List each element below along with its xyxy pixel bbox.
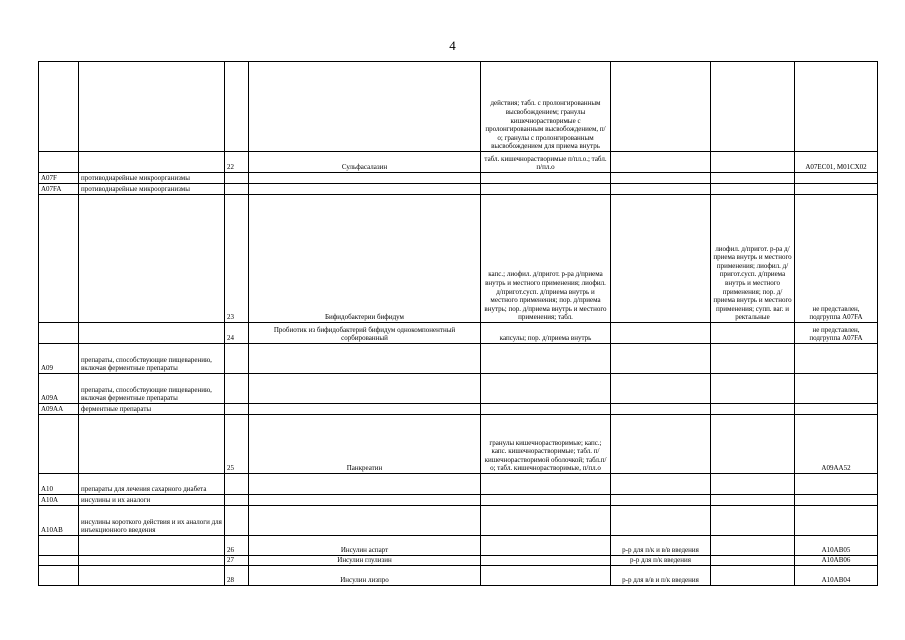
dosage-forms-additional [711,152,795,173]
drug-name: Инсулин лизпро [249,566,481,586]
dosage-forms-extra [611,474,711,495]
atc-code [795,506,878,536]
dosage-forms-additional [711,415,795,474]
dosage-forms-extra [611,323,711,344]
dosage-forms [481,566,611,586]
row-number: 24 [225,323,249,344]
atc-group-code [39,566,79,586]
row-number [225,404,249,415]
dosage-forms-additional [711,184,795,195]
atc-group-name: ферментные препараты [79,404,225,415]
dosage-forms-additional [711,506,795,536]
dosage-forms-extra [611,506,711,536]
drug-name [249,344,481,374]
page-number: 4 [449,38,456,53]
dosage-forms [481,344,611,374]
row-number: 28 [225,566,249,586]
atc-group-code [39,195,79,323]
row-number [225,474,249,495]
dosage-forms: капс.; лиофил. д/пригот. р-ра д/приема внутрь и местного применения; лиофил. д/пригот.сусп. д/приема внутрь и местного применения; пор. д/приема внутрь; пор. д/приема внутрь и местного применения; табл. [481,195,611,323]
dosage-forms [481,173,611,184]
dosage-forms-extra: р-р для п/к введения [611,556,711,566]
table-row [39,415,878,474]
table-row [39,323,878,344]
dosage-forms: капсулы; пор. д/приема внутрь [481,323,611,344]
dosage-forms: табл. кишечнорастворимые п/пл.о.; табл. п/пл.о [481,152,611,173]
drug-name [249,173,481,184]
dosage-forms-extra: р-р для в/в и п/к введения [611,566,711,586]
dosage-forms [481,506,611,536]
drug-name [249,474,481,495]
atc-code [795,184,878,195]
drug-name [249,184,481,195]
row-number: 25 [225,415,249,474]
atc-group-name: препараты, способствующие пищеварению, включая ферментные препараты [79,374,225,404]
atc-group-code [39,152,79,173]
drug-name: Инсулин аспарт [249,536,481,556]
dosage-forms-extra [611,495,711,506]
dosage-forms-extra [611,404,711,415]
row-number [225,506,249,536]
row-number [225,374,249,404]
atc-group-name: инсулины короткого действия и их аналоги для инъекционного введения [79,506,225,536]
table-row [39,474,878,495]
dosage-forms-additional [711,173,795,184]
drug-name: Панкреатин [249,415,481,474]
row-number [225,495,249,506]
atc-group-name: препараты, способствующие пищеварению, включая ферментные препараты [79,344,225,374]
dosage-forms-additional [711,323,795,344]
dosage-forms: действия; табл. с пролонгированным высвобождением; гранулы кишечнорастворимые с пролонгированным высвобождением, п/о; гранулы с пролонгированным высвобождением для приема внутрь [481,62,611,152]
dosage-forms-additional [711,374,795,404]
table-row [39,374,878,404]
dosage-forms-extra [611,195,711,323]
dosage-forms [481,495,611,506]
atc-group-code [39,415,79,474]
atc-group-code: А07F [39,173,79,184]
atc-code: А10АВ04 [795,566,878,586]
atc-group-code [39,62,79,152]
drug-name [249,404,481,415]
dosage-forms-additional [711,495,795,506]
drug-name: Инсулин глулизин [249,556,481,566]
drug-name [249,62,481,152]
table-row [39,173,878,184]
dosage-forms-additional [711,556,795,566]
atc-group-name: инсулины и их аналоги [79,495,225,506]
dosage-forms-additional [711,474,795,495]
atc-code: А07ЕС01, М01СХ02 [795,152,878,173]
dosage-forms [481,184,611,195]
atc-code: А10АВ05 [795,536,878,556]
table-row [39,495,878,506]
atc-group-code: А10А [39,495,79,506]
dosage-forms-additional [711,344,795,374]
atc-group-code: А10 [39,474,79,495]
atc-code: не представлен, подгруппа А07FA [795,323,878,344]
atc-group-name [79,62,225,152]
drug-name: Сульфасалазин [249,152,481,173]
atc-group-code: А09А [39,374,79,404]
dosage-forms [481,536,611,556]
dosage-forms-extra [611,184,711,195]
dosage-forms-extra [611,344,711,374]
atc-group-name [79,566,225,586]
atc-code [795,344,878,374]
atc-code: не представлен, подгруппа А07FA [795,195,878,323]
row-number: 27 [225,556,249,566]
dosage-forms-extra [611,62,711,152]
dosage-forms-extra [611,415,711,474]
table-row [39,566,878,586]
atc-group-code [39,536,79,556]
dosage-forms-extra: р-р для п/к и в/в введения [611,536,711,556]
dosage-forms-additional [711,404,795,415]
atc-group-name: противодиарейные микроорганизмы [79,173,225,184]
table-row [39,556,878,566]
atc-code [795,495,878,506]
table-row [39,62,878,152]
table-row [39,184,878,195]
row-number [225,173,249,184]
row-number [225,184,249,195]
dosage-forms-additional [711,536,795,556]
atc-group-name [79,536,225,556]
atc-group-code [39,323,79,344]
table-row [39,536,878,556]
atc-group-name [79,556,225,566]
atc-code [795,404,878,415]
drug-name [249,495,481,506]
atc-group-name: противодиарейные микроорганизмы [79,184,225,195]
row-number: 26 [225,536,249,556]
drug-table [38,61,878,586]
atc-group-code: А10АВ [39,506,79,536]
drug-name: Пробиотик из бифидобактерий бифидум однокомпонентный сорбированный [249,323,481,344]
table-row [39,404,878,415]
atc-group-name [79,415,225,474]
dosage-forms [481,474,611,495]
dosage-forms-additional: лиофил. д/пригот. р-ра д/приема внутрь и местного применения; лиофил. д/пригот.сусп. д/приема внутрь и местного применения; пор. д/приема внутрь и местного применения; супп. ваг. и ректальные [711,195,795,323]
atc-code [795,173,878,184]
dosage-forms-extra [611,374,711,404]
dosage-forms-extra [611,173,711,184]
dosage-forms-additional [711,566,795,586]
atc-group-name [79,195,225,323]
dosage-forms-extra [611,152,711,173]
atc-group-code: А09 [39,344,79,374]
atc-group-name [79,152,225,173]
atc-code: А09АА52 [795,415,878,474]
dosage-forms-additional [711,62,795,152]
row-number [225,344,249,374]
drug-name: Бифидобактерии бифидум [249,195,481,323]
table-row [39,152,878,173]
dosage-forms [481,374,611,404]
atc-group-code [39,556,79,566]
drug-name [249,506,481,536]
atc-group-code: А09АА [39,404,79,415]
table-row [39,344,878,374]
dosage-forms: гранулы кишечнорастворимые; капс.; капс. кишечнорастворимые; табл. п/кишечнорастворимой оболочкой; табл.п/о; табл. кишечнорастворимые, п/пл.о [481,415,611,474]
table-row [39,195,878,323]
atc-group-code: А07FA [39,184,79,195]
atc-group-name [79,323,225,344]
dosage-forms [481,404,611,415]
drug-name [249,374,481,404]
atc-code [795,62,878,152]
row-number: 23 [225,195,249,323]
atc-code: А10АВ06 [795,556,878,566]
atc-group-name: препараты для лечения сахарного диабета [79,474,225,495]
table-row [39,506,878,536]
dosage-forms [481,556,611,566]
atc-code [795,374,878,404]
row-number [225,62,249,152]
row-number: 22 [225,152,249,173]
atc-code [795,474,878,495]
